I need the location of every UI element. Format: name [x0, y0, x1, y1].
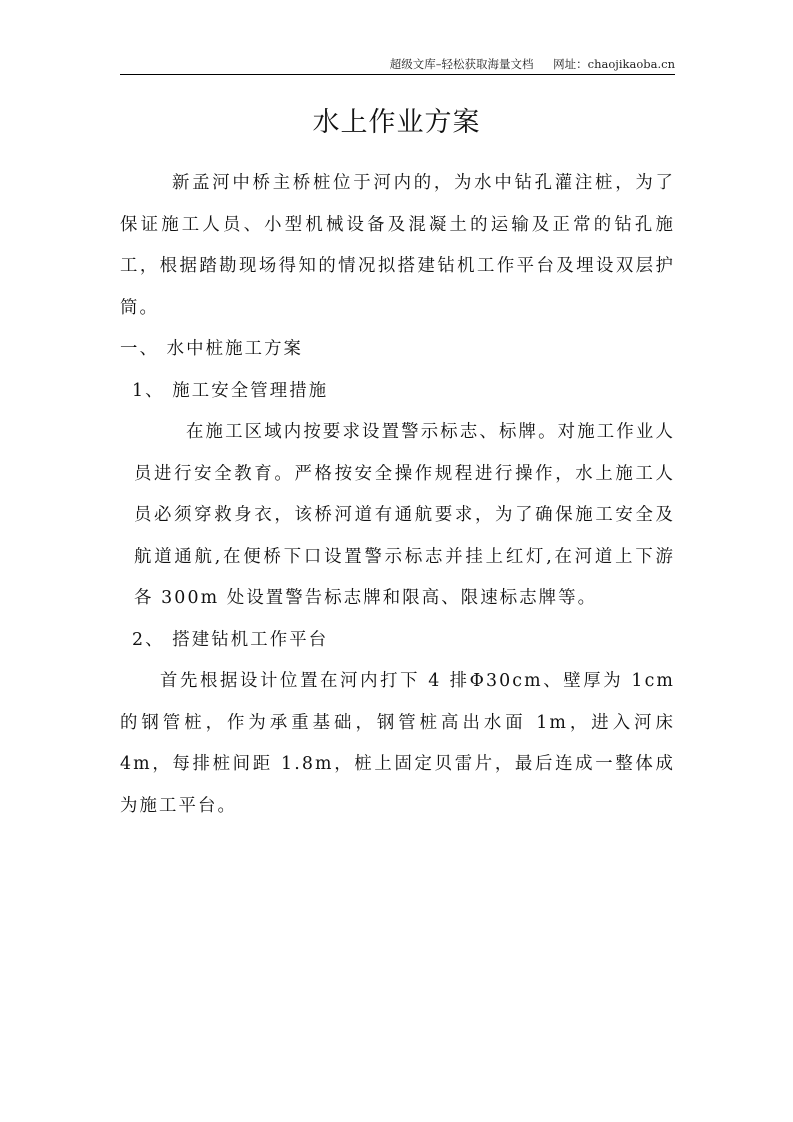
document-body [120, 163, 675, 827]
header-site-name: 超级文库–轻松获取海量文档 [389, 57, 534, 71]
subsection-heading-1: 1、 施工安全管理措施 [132, 380, 329, 401]
subsection-1-paragraph: 在施工区域内按要求设置警示标志、标牌。对施工作业人员进行安全教育。严格按安全操作规程进行操作，水上施工人员必须穿救身衣，该桥河道有通航要求，为了确保施工安全及航道通航,在便桥下口设置警示标志并挂上红灯,在河道上下游各 300m 处设置警告标志牌和限高、限速标志牌等。 [134, 422, 675, 608]
document-title: 水上作业方案 [312, 107, 481, 138]
intro-paragraph: 新孟河中桥主桥桩位于河内的，为水中钻孔灌注桩，为了保证施工人员、小型机械设备及混凝土的运输及正常的钻孔施工，根据踏勘现场得知的情况拟搭建钻机工作平台及埋设双层护筒。 [120, 173, 675, 318]
subsection-heading-2: 2、 搭建钻机工作平台 [132, 629, 329, 650]
header-url: 网址：chaojikaoba.cn [553, 57, 675, 71]
section-heading-1: 一、 水中桩施工方案 [120, 339, 304, 359]
subsection-2-paragraph: 首先根据设计位置在河内打下 4 排Φ30cm、壁厚为 1cm 的钢管桩，作为承重基础，钢管桩高出水面 1m，进入河床 4m，每排桩间距 1.8m，桩上固定贝雷片，最后连成一整体成为施工平台。 [120, 671, 675, 816]
page-header [120, 56, 675, 75]
